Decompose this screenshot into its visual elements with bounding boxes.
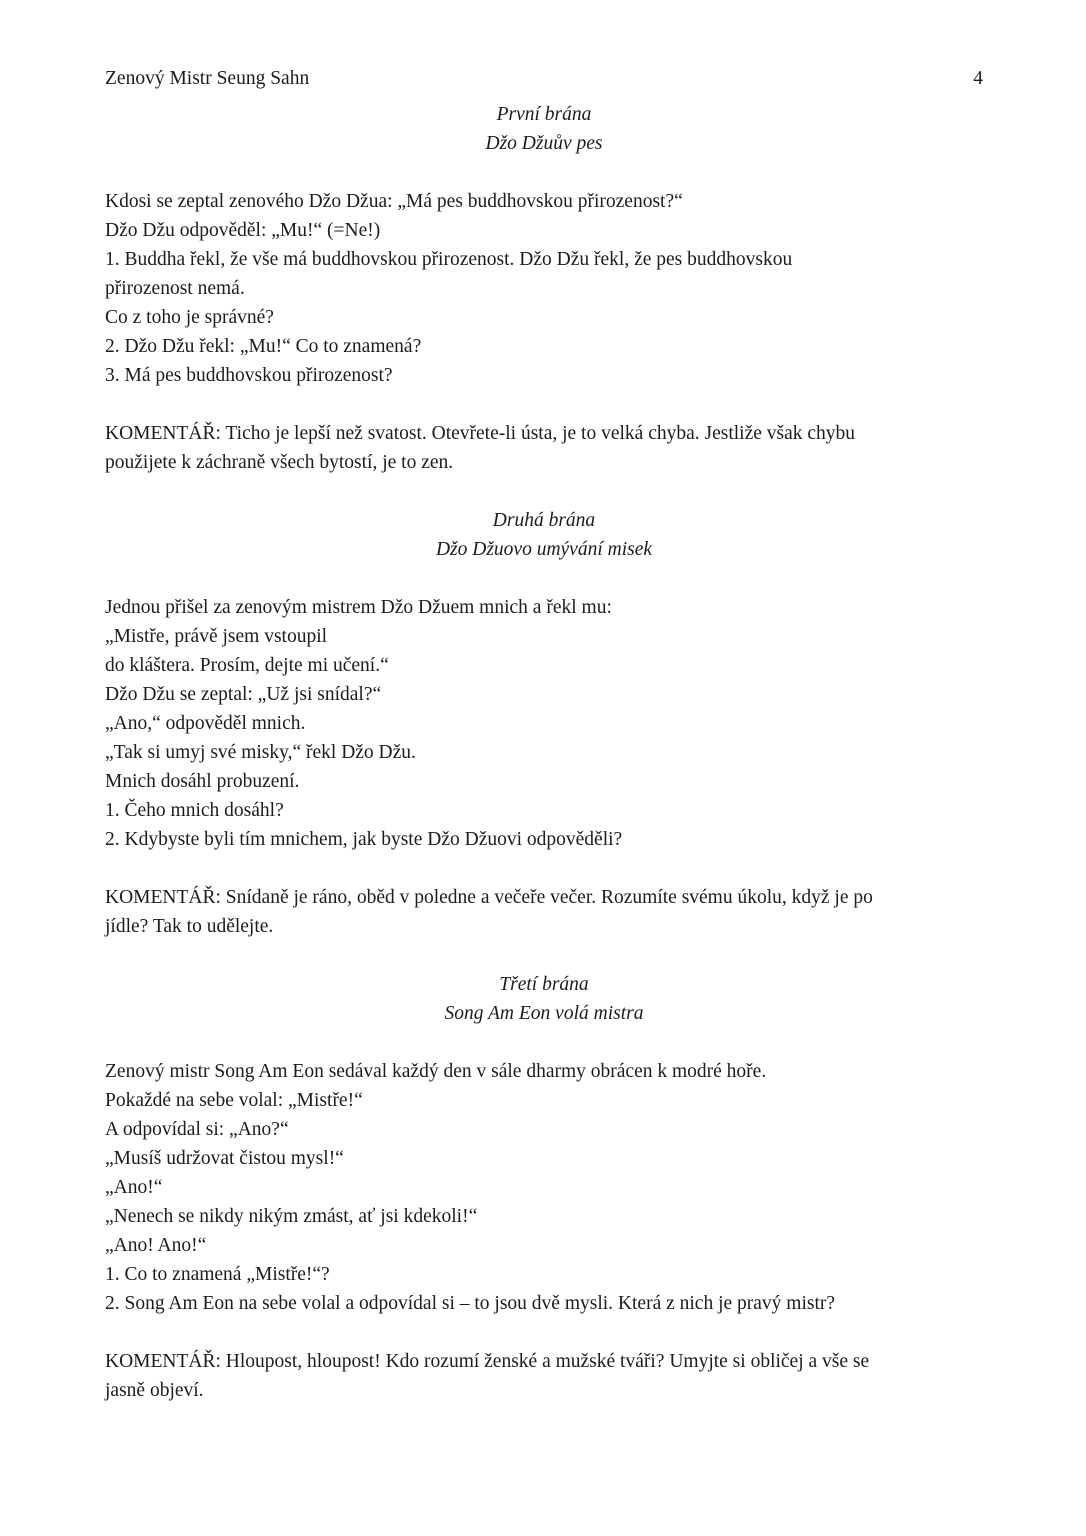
comment-line: použijete k záchraně všech bytostí, je to zen. xyxy=(105,452,454,473)
page-header xyxy=(105,64,983,93)
page-title: Zenový Mistr Seung Sahn xyxy=(105,68,310,89)
heading-line: Druhá brána xyxy=(492,510,596,531)
body-line: Zenový mistr Song Am Eon sedával každý den v sále dharmy obrácen k modré hoře. xyxy=(105,1061,767,1082)
heading-line: Song Am Eon volá mistra xyxy=(444,1003,644,1024)
section-heading xyxy=(105,506,983,564)
body-line: 2. Kdybyste byli tím mnichem, jak byste Džo Džuovi odpověděli? xyxy=(105,829,623,850)
body-line: Pokaždé na sebe volal: „Mistře!“ xyxy=(105,1090,363,1111)
gate-section xyxy=(105,100,983,477)
body-line: Mnich dosáhl probuzení. xyxy=(105,771,300,792)
heading-line: První brána xyxy=(496,104,592,125)
section-heading xyxy=(105,970,983,1028)
comment-line: KOMENTÁŘ: Hloupost, hloupost! Kdo rozumí ženské a mužské tváři? Umyjte si obličej a vše se xyxy=(105,1351,870,1372)
gate-section xyxy=(105,506,983,941)
body-line: přirozenost nemá. xyxy=(105,278,245,299)
body-line: „Nenech se nikdy nikým zmást, ať jsi kdekoli!“ xyxy=(105,1206,478,1227)
body-line: Co z toho je správné? xyxy=(105,307,274,328)
comment-line: jasně objeví. xyxy=(105,1380,204,1401)
heading-line: Džo Džuův pes xyxy=(485,133,603,154)
section-heading xyxy=(105,100,983,158)
body-line: 3. Má pes buddhovskou přirozenost? xyxy=(105,365,393,386)
body-line: 1. Co to znamená „Mistře!“? xyxy=(105,1264,330,1285)
heading-line: Džo Džuovo umývání misek xyxy=(435,539,653,560)
body-line: „Ano,“ odpověděl mnich. xyxy=(105,713,306,734)
body-line: Kdosi se zeptal zenového Džo Džua: „Má pes buddhovskou přirozenost?“ xyxy=(105,191,683,212)
comment-line: KOMENTÁŘ: Snídaně je ráno, oběd v poledne a večeře večer. Rozumíte svému úkolu, když je po xyxy=(105,887,873,908)
gate-section xyxy=(105,970,983,1405)
section-comment xyxy=(105,419,983,477)
comment-line: jídle? Tak to udělejte. xyxy=(105,916,274,937)
heading-line: Třetí brána xyxy=(499,974,589,995)
section-body xyxy=(105,1057,983,1318)
body-line: Jednou přišel za zenovým mistrem Džo Džuem mnich a řekl mu: xyxy=(105,597,612,618)
body-line: „Musíš udržovat čistou mysl!“ xyxy=(105,1148,344,1169)
body-line: 2. Song Am Eon na sebe volal a odpovídal si – to jsou dvě mysli. Která z nich je pravý mistr? xyxy=(105,1293,836,1314)
body-line: do kláštera. Prosím, dejte mi učení.“ xyxy=(105,655,389,676)
section-body xyxy=(105,187,983,390)
body-line: „Ano!“ xyxy=(105,1177,163,1198)
body-line: 1. Buddha řekl, že vše má buddhovskou přirozenost. Džo Džu řekl, že pes buddhovskou xyxy=(105,249,793,270)
comment-line: KOMENTÁŘ: Ticho je lepší než svatost. Otevřete-li ústa, je to velká chyba. Jestliže však chybu xyxy=(105,423,856,444)
body-line: „Tak si umyj své misky,“ řekl Džo Džu. xyxy=(105,742,416,763)
body-line: 1. Čeho mnich dosáhl? xyxy=(105,800,284,821)
section-comment xyxy=(105,1347,983,1405)
section-comment xyxy=(105,883,983,941)
sections-container xyxy=(105,100,983,1405)
body-line: 2. Džo Džu řekl: „Mu!“ Co to znamená? xyxy=(105,336,422,357)
body-line: „Mistře, právě jsem vstoupil xyxy=(105,626,328,647)
section-body xyxy=(105,593,983,854)
body-line: A odpovídal si: „Ano?“ xyxy=(105,1119,289,1140)
body-line: „Ano! Ano!“ xyxy=(105,1235,207,1256)
body-line: Džo Džu odpověděl: „Mu!“ (=Ne!) xyxy=(105,220,381,241)
body-line: Džo Džu se zeptal: „Už jsi snídal?“ xyxy=(105,684,382,705)
page-number: 4 xyxy=(973,68,983,89)
